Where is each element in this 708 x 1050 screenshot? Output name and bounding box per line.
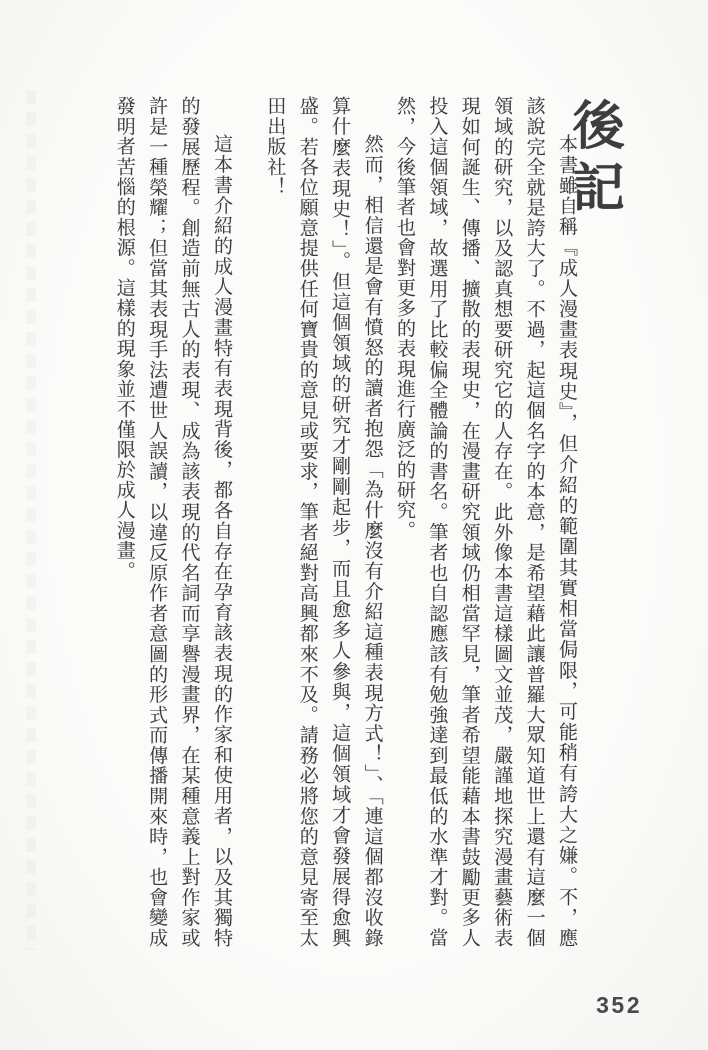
afterword-body: [107, 96, 582, 948]
paragraph: 然而，相信還是會有憤怒的讀者抱怨「為什麼沒有介紹這種表現方式！」、「連這個都沒收錄算什麼表現史！」。但這個領域的研究才剛剛起步，而且愈多人參與，這個領域才會發展得愈興盛。若各位願意提供任何寶貴的意見或要求，筆者絕對高興都來不及。請務必將您的意見寄至太田出版社！: [264, 96, 383, 948]
paragraph: 這本書介紹的成人漫畫特有表現背後，都各自存在孕育該表現的作家和使用者，以及其獨特的發展歷程。創造前無古人的表現、成為該表現的代名詞而享譽漫畫界，在某種意義上對作家或許是一種榮耀；但當其表現手法遭世人誤讀，以違反原作者意圖的形式而傳播開來時，也會變成發明者苦惱的根源。這樣的現象並不僅限於成人漫畫。: [113, 96, 232, 948]
page-number: 352: [596, 992, 642, 1018]
paragraph: 本書雖自稱『成人漫畫表現史』，但介紹的範圍其實相當侷限，可能稍有誇大之嫌。不，應該說完全就是誇大了。不過，起這個名字的本意，是希望藉此讓普羅大眾知道世上還有這麼一個領域的研究，以及認真想要研究它的人存在。此外像本書這樣圖文並茂，嚴謹地探究漫畫藝術表現如何誕生、傳播、擴散的表現史，在漫畫研究領域仍相當罕見，筆者希望能藉本書鼓勵更多人投入這個領域，故選用了比較偏全體論的書名。筆者也自認應該有勉強達到最低的水準才對。當然，今後筆者也會對更多的表現進行廣泛的研究。: [393, 96, 577, 948]
chapter-title: 後記: [564, 98, 623, 222]
